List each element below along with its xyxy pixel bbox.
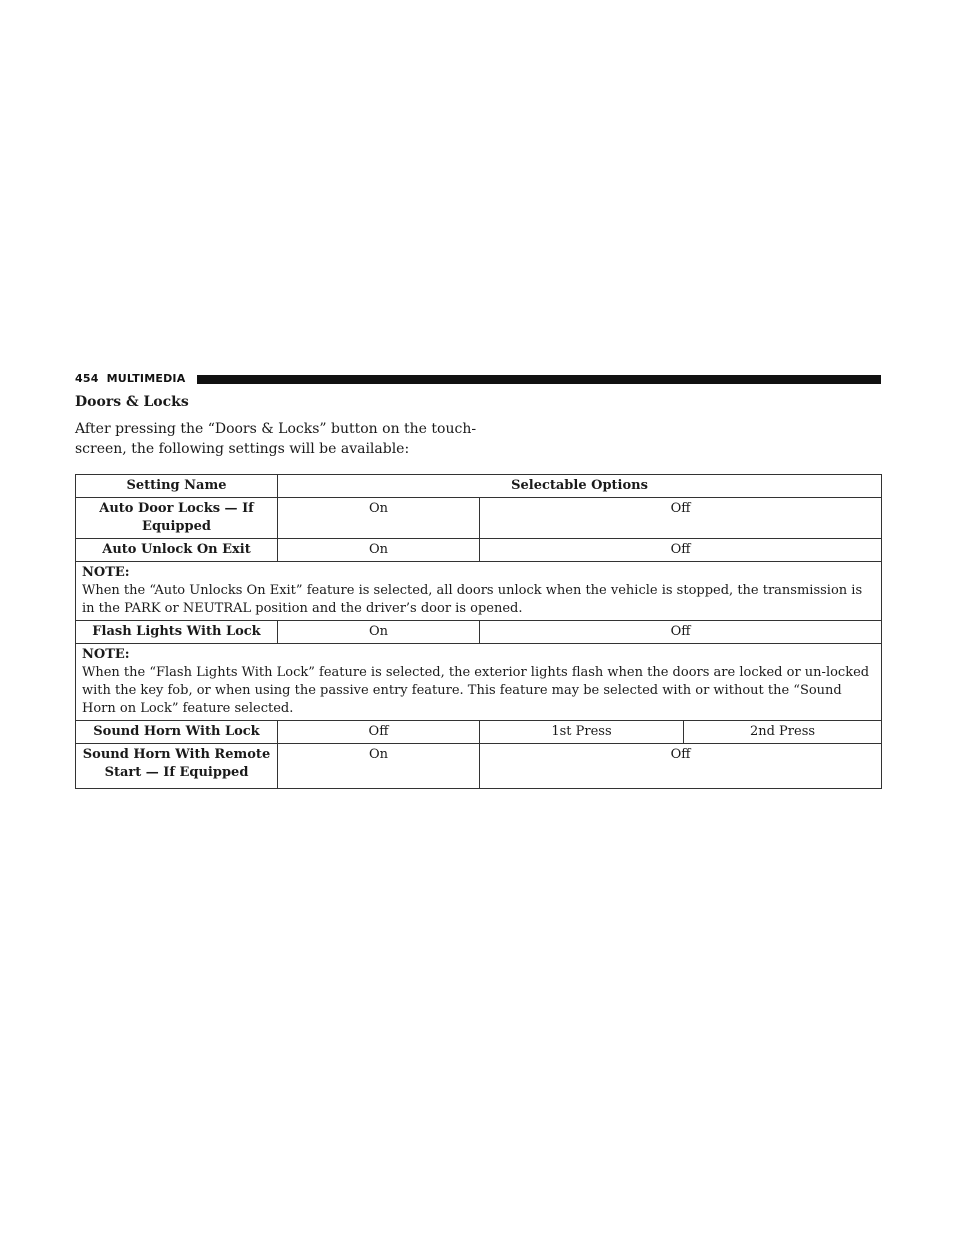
intro-line-1: After pressing the “Doors & Locks” button on the touch- (75, 421, 477, 437)
intro-line-2: screen, the following settings will be available: (75, 441, 410, 457)
note-cell (76, 644, 882, 721)
table-row (76, 539, 882, 562)
table-row (76, 498, 882, 539)
option-cell: On (278, 744, 480, 789)
option-cell: Off (480, 744, 882, 789)
note-row (76, 644, 882, 721)
note-label: NOTE: (82, 647, 130, 662)
table-row (76, 744, 882, 789)
header-setting-name: Setting Name (76, 475, 278, 498)
note-cell (76, 562, 882, 621)
setting-auto-door-locks: Auto Door Locks — If Equipped (76, 498, 278, 539)
page-header (75, 372, 881, 386)
note-label: NOTE: (82, 565, 130, 580)
page-number: 454 (75, 372, 99, 385)
table-row (76, 621, 882, 644)
note-row (76, 562, 882, 621)
note-text: When the “Auto Unlocks On Exit” feature is selected, all doors unlock when the vehicle is stopped, the transmission is in the PARK or NEUTRAL position and the driver’s door is opened. (82, 583, 863, 616)
setting-flash-lights-with-lock: Flash Lights With Lock (76, 621, 278, 644)
option-cell: On (278, 621, 480, 644)
option-cell: On (278, 498, 480, 539)
setting-auto-unlock-on-exit: Auto Unlock On Exit (76, 539, 278, 562)
settings-table (75, 474, 882, 789)
header-rule (197, 375, 881, 384)
option-cell: Off (480, 539, 882, 562)
header-selectable-options: Selectable Options (278, 475, 882, 498)
table-row (76, 721, 882, 744)
option-cell: On (278, 539, 480, 562)
section-heading: Doors & Locks (75, 394, 189, 410)
option-cell: 2nd Press (684, 721, 882, 744)
option-cell: Off (278, 721, 480, 744)
table-header-row (76, 475, 882, 498)
note-text: When the “Flash Lights With Lock” feature is selected, the exterior lights flash when the doors are locked or un-locked with the key fob, or when using the passive entry feature. This feature may be selected with or without the “Sound Horn on Lock” feature selected. (82, 665, 870, 716)
option-cell: Off (480, 498, 882, 539)
setting-sound-horn-with-remote-start: Sound Horn With Remote Start — If Equipped (76, 744, 278, 789)
intro-paragraph (75, 419, 475, 459)
option-cell: Off (480, 621, 882, 644)
option-cell: 1st Press (480, 721, 684, 744)
section-name: MULTIMEDIA (106, 372, 186, 385)
setting-sound-horn-with-lock: Sound Horn With Lock (76, 721, 278, 744)
